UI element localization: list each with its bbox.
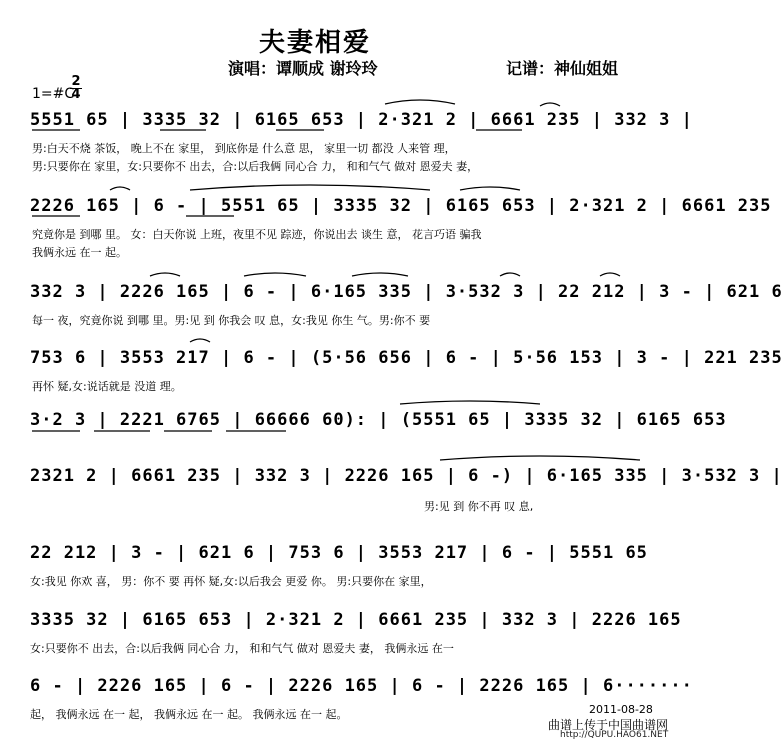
recorder-credit: 记谱：神仙姐姐: [506, 59, 619, 78]
slur-mark: [500, 273, 520, 276]
lyric-row-1b: 男:只要你在 家里，女:只要你不 出去，合:以后我俩 同心合 力， 和和气气 做对 恩爱夫 妻，: [32, 160, 479, 173]
slur-mark: [460, 187, 520, 190]
score-row-4: 753 6 | 3553 217 | 6 - | (5·56 656 | 6 - | 5·56 153 | 3 - | 221 235: [30, 348, 783, 368]
time-signature: [70, 76, 82, 101]
lyric-row-9: 起， 我俩永远 在一 起， 我俩永远 在一 起。 我俩永远 在一 起。: [30, 708, 348, 721]
slur-mark: [190, 339, 210, 342]
site-name: 曲谱上传于中国曲谱网: [548, 718, 669, 732]
score-row-6: 2321 2 | 6661 235 | 332 3 | 2226 165 | 6 -) | 6·165 335 | 3·532 3 |: [30, 466, 783, 486]
slur-mark: [600, 273, 620, 276]
slur-mark: [244, 273, 306, 276]
upload-date: 2011-08-28: [589, 703, 653, 716]
slur-mark: [352, 273, 408, 276]
lyric-row-8: 女:只要你不 出去，合:以后我俩 同心合 力， 和和气气 做对 恩爱夫 妻， 我俩永远 在一: [30, 642, 454, 655]
time-sig-bottom: 4: [71, 87, 81, 102]
slur-mark: [540, 103, 560, 106]
time-sig-top: 2: [71, 74, 81, 89]
lyric-row-2a: 究竟你是 到哪 里。 女：白天你说 上班，夜里不见 踪迹，你说出去 谈生 意， 花言巧语 骗我: [32, 228, 482, 241]
slur-mark: [190, 185, 430, 190]
lyric-row-1a: 男:白天不烧 茶饭， 晚上不在 家里， 到底你是 什么意 思， 家里一切 都没 人来管 理，: [32, 142, 456, 155]
lyric-row-3: 每一 夜，究竟你说 到哪 里。男:见 到 你我会 叹 息，女:我见 你生 气。男:你不 要: [32, 314, 431, 327]
score-row-7: 22 212 | 3 - | 621 6 | 753 6 | 3553 217 | 6 - | 5551 65: [30, 543, 648, 563]
score-row-2: 2226 165 | 6 - | 5551 65 | 3335 32 | 6165 653 | 2·321 2 | 6661 235: [30, 196, 772, 216]
lyric-row-6: 男:见 到 你不再 叹 息,: [424, 500, 534, 513]
slur-mark: [110, 187, 130, 190]
score-row-1: 5551 65 | 3335 32 | 6165 653 | 2·321 2 | 6661 235 | 332 3 |: [30, 110, 693, 130]
slur-mark: [440, 456, 640, 460]
site-url: http://QUPU.HAO61.NET: [560, 730, 669, 740]
lyric-row-2b: 我俩永远 在一 起。: [32, 246, 127, 259]
lyric-row-4: 再怀 疑,女:说话就是 没道 理。: [32, 380, 182, 393]
score-row-3: 332 3 | 2226 165 | 6 - | 6·165 335 | 3·532 3 | 22 212 | 3 - | 621 6: [30, 282, 783, 302]
key-signature: 1=#C: [32, 86, 75, 102]
page-title: 夫妻相爱: [258, 28, 371, 58]
slur-mark: [150, 273, 180, 276]
lyric-row-7: 女:我见 你欢 喜， 男：你不 要 再怀 疑,女:以后我会 更爱 你。 男:只要你在 家里，: [30, 575, 432, 588]
slur-mark: [400, 401, 540, 404]
score-row-9: 6 - | 2226 165 | 6 - | 2226 165 | 6 - | 2226 165 | 6·······: [30, 676, 693, 696]
slur-mark: [385, 100, 455, 104]
singer-credit: 演唱：谭顺成 谢玲玲: [228, 59, 378, 78]
score-row-5: 3·2 3 | 2221 6765 | 66666 60): | (5551 65 | 3335 32 | 6165 653: [30, 410, 727, 430]
score-row-8: 3335 32 | 6165 653 | 2·321 2 | 6661 235 | 332 3 | 2226 165: [30, 610, 682, 630]
